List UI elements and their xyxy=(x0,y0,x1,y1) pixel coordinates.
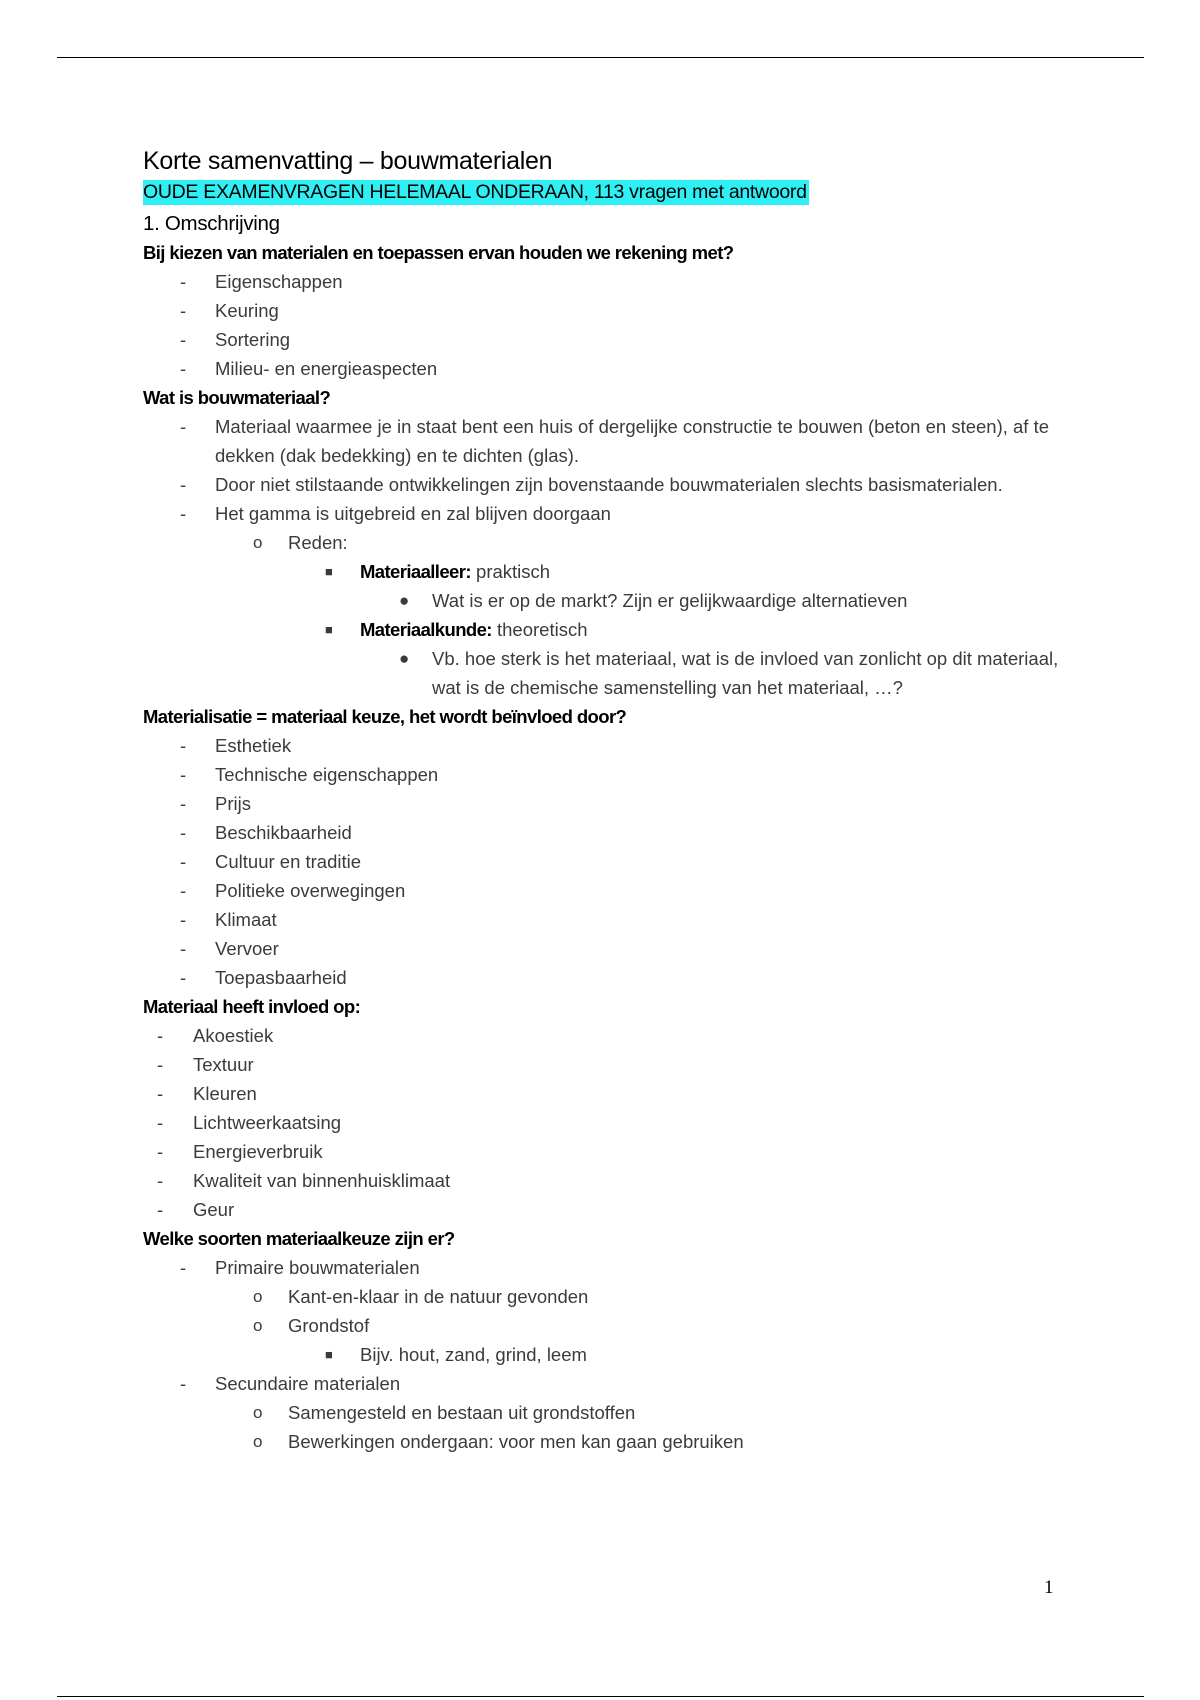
list-bouwmateriaal xyxy=(143,412,1073,702)
list-item: - Keuring xyxy=(180,300,279,321)
document-title: Korte samenvatting – bouwmaterialen xyxy=(143,147,553,175)
list-item: ■ Materiaalleer: praktisch xyxy=(325,561,551,582)
list-item: - Vervoer xyxy=(180,938,279,959)
list-item: - Geur xyxy=(157,1199,235,1220)
list-item: - Beschikbaarheid xyxy=(180,822,352,843)
list-item: - Eigenschappen xyxy=(180,271,343,292)
list-item: - Kwaliteit van binnenhuisklimaat xyxy=(157,1170,451,1191)
list-soorten xyxy=(143,1253,1073,1456)
list-item: - Textuur xyxy=(157,1054,254,1075)
question-heading-materialisatie: Materialisatie = materiaal keuze, het wordt beïnvloed door? xyxy=(143,706,627,727)
list-item: - Akoestiek xyxy=(157,1025,274,1046)
exam-notice xyxy=(143,179,1073,207)
question-heading-bouwmateriaal: Wat is bouwmateriaal? xyxy=(143,387,331,408)
question-heading-soorten: Welke soorten materiaalkeuze zijn er? xyxy=(143,1228,455,1249)
list-item: - Materiaal waarmee je in staat bent een huis of dergelijke constructie te bouwen (beton en steen), af te dekken (dak bedekking) en te dichten (glas). xyxy=(180,416,1050,466)
list-item: ■ Materiaalkunde: theoretisch xyxy=(325,619,588,640)
list-item: - Politieke overwegingen xyxy=(180,880,406,901)
list-item: - Secundaire materialen xyxy=(180,1373,401,1394)
list-invloed xyxy=(143,1021,1073,1224)
list-item: - Het gamma is uitgebreid en zal blijven doorgaan xyxy=(180,503,611,524)
list-item: - Sortering xyxy=(180,329,291,350)
list-item: o Bewerkingen ondergaan: voor men kan gaan gebruiken xyxy=(253,1431,744,1452)
list-item: o Kant-en-klaar in de natuur gevonden xyxy=(253,1286,589,1307)
document-body xyxy=(143,144,1073,1456)
list-item: o Grondstof xyxy=(253,1315,370,1336)
exam-notice-highlight: OUDE EXAMENVRAGEN HELEMAAL ONDERAAN, 113 vragen met antwoord xyxy=(143,181,807,203)
list-item: - Milieu- en energieaspecten xyxy=(180,358,438,379)
list-item: - Kleuren xyxy=(157,1083,257,1104)
list-item: o Samengesteld en bestaan uit grondstoffen xyxy=(253,1402,636,1423)
list-item: - Energieverbruik xyxy=(157,1141,323,1162)
list-item: - Esthetiek xyxy=(180,735,292,756)
list-kiezen xyxy=(143,267,1073,383)
list-item: ■ Bijv. hout, zand, grind, leem xyxy=(325,1344,587,1365)
section-heading-omschrijving: 1. Omschrijving xyxy=(143,212,280,235)
list-item: ● Vb. hoe sterk is het materiaal, wat is de invloed van zonlicht op dit materiaal, wat is de chemische samenstelling van het materiaal, …? xyxy=(399,648,1059,698)
list-item: - Cultuur en traditie xyxy=(180,851,362,872)
list-item: - Prijs xyxy=(180,793,251,814)
question-heading-kiezen: Bij kiezen van materialen en toepassen ervan houden we rekening met? xyxy=(143,242,734,263)
list-item: o Reden: xyxy=(253,532,348,553)
page-number: 1 xyxy=(1044,1577,1054,1598)
question-heading-invloed: Materiaal heeft invloed op: xyxy=(143,996,361,1017)
footer-rule xyxy=(57,1696,1144,1697)
list-item: - Technische eigenschappen xyxy=(180,764,439,785)
list-item: - Primaire bouwmaterialen xyxy=(180,1257,420,1278)
list-materialisatie xyxy=(143,731,1073,992)
list-item: - Lichtweerkaatsing xyxy=(157,1112,342,1133)
header-rule xyxy=(57,57,1144,58)
list-item: - Door niet stilstaande ontwikkelingen zijn bovenstaande bouwmaterialen slechts basismaterialen. xyxy=(180,474,1003,495)
list-item: - Toepasbaarheid xyxy=(180,967,347,988)
list-item: - Klimaat xyxy=(180,909,277,930)
list-item: ● Wat is er op de markt? Zijn er gelijkwaardige alternatieven xyxy=(399,590,908,611)
